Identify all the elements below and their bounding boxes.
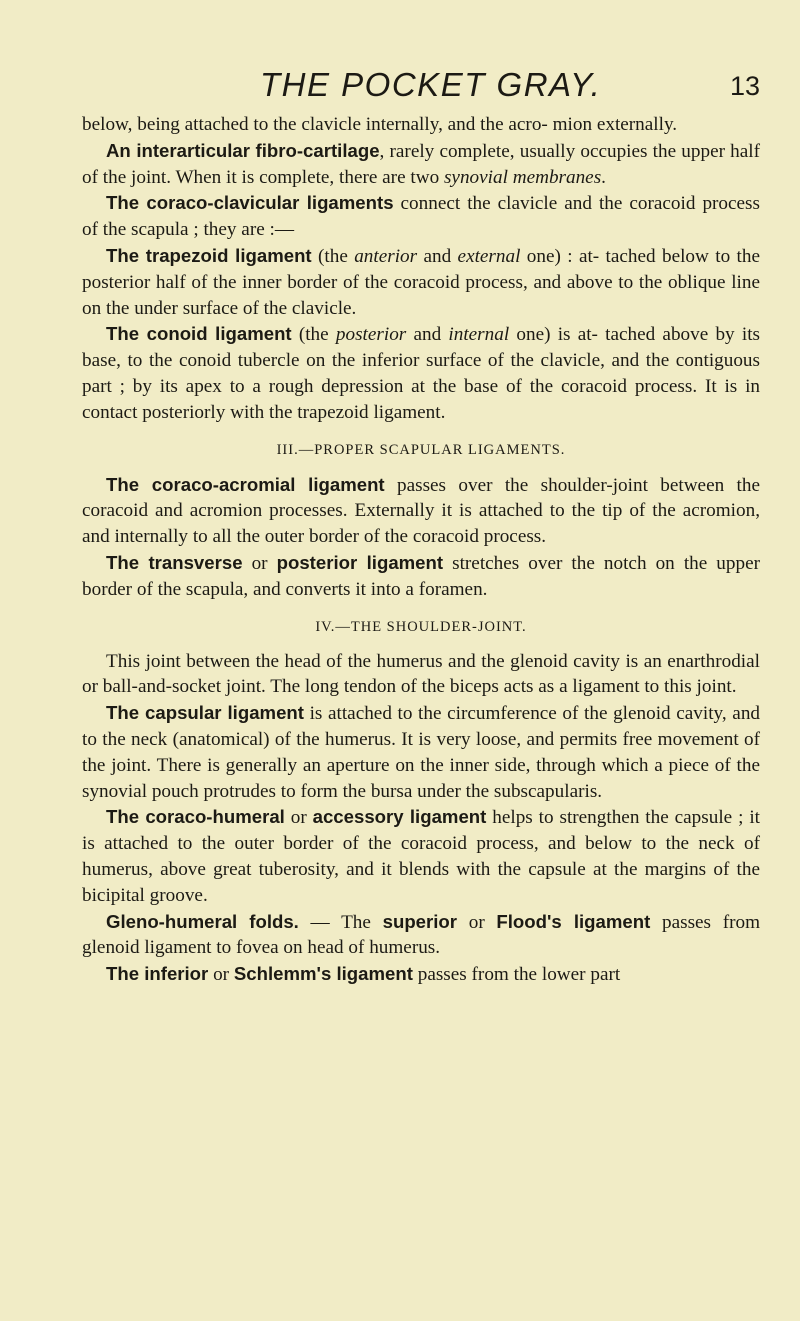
term-accessory-ligament: accessory ligament xyxy=(312,806,487,828)
term-inferior: The inferior xyxy=(106,963,209,985)
term-interarticular-fibro-cartilage: An interarticular fibro-cartilage xyxy=(106,139,380,161)
paragraph-text: (the xyxy=(311,245,355,267)
running-head xyxy=(82,0,760,112)
paragraph-transverse-ligament xyxy=(82,550,760,603)
paragraph-text: and xyxy=(406,324,449,346)
paragraph-text: passes from glenoid ligament to fovea on head of humerus. xyxy=(82,911,761,959)
term-capsular-ligament: The capsular ligament xyxy=(106,702,304,724)
italic-anterior: anterior xyxy=(354,245,418,267)
paragraph-text: — The xyxy=(298,911,383,933)
paragraph-text: stretches over the notch on the upper border of the scapula, and converts it into a foramen. xyxy=(82,552,760,600)
paragraph-text: and xyxy=(417,245,458,267)
paragraph-gleno-humeral-folds xyxy=(82,909,760,962)
paragraph-text: one) : at- tached below to the posterior half of the inner border of the coracoid process, and above to the oblique line on the under surface of the clavicle. xyxy=(82,245,760,319)
paragraph-text: is attached to the circumference of the glenoid cavity, and to the neck (anatomical) of the humerus. It is very loose, and permits free movement of the joint. There is generally an aperture on the inner side, through which a piece of the synovial pouch protrudes to form the bursa under the subscapularis. xyxy=(82,703,761,802)
paragraph-text: connect the clavicle and the coracoid process of the scapula ; they are :— xyxy=(82,193,760,241)
paragraph-text: or xyxy=(284,807,313,829)
paragraph-text: . xyxy=(601,166,606,188)
paragraph-coraco-clavicular-ligaments xyxy=(82,190,760,243)
paragraph-text: or xyxy=(242,552,277,574)
term-transverse: The transverse xyxy=(106,551,243,573)
italic-posterior: posterior xyxy=(335,324,407,346)
term-coraco-acromial-ligament: The coraco-acromial ligament xyxy=(106,473,385,495)
paragraph-coraco-humeral-ligament xyxy=(82,804,760,908)
term-trapezoid-ligament: The trapezoid ligament xyxy=(106,244,312,266)
term-posterior-ligament: posterior ligament xyxy=(276,551,444,573)
term-coraco-clavicular-ligaments: The coraco-clavicular ligaments xyxy=(106,192,394,214)
paragraph-text: passes over the shoulder-joint between the coracoid and acromion processes. Externally it is attached to the tip of the acromion, and internally to all the outer border of the coracoid process. xyxy=(82,474,760,548)
paragraph-text: , rarely complete, usually occupies the upper half of the joint. When it is complete, there are two xyxy=(82,140,760,188)
paragraph-text: passes from the lower part xyxy=(412,964,621,986)
italic-external: external xyxy=(457,245,521,267)
paragraph-text: or xyxy=(457,911,497,933)
paragraph-conoid-ligament xyxy=(82,321,760,425)
italic-internal: internal xyxy=(448,324,510,346)
paragraph-interarticular-fibro-cartilage xyxy=(82,138,760,191)
term-coraco-humeral: The coraco-humeral xyxy=(106,806,285,828)
paragraph-coraco-acromial-ligament xyxy=(82,472,760,550)
term-floods-ligament: Flood's ligament xyxy=(496,910,651,932)
paragraph-acromion-continuation: below, being attached to the clavicle internally, and the acro- mion externally. xyxy=(82,114,678,135)
paragraph-capsular-ligament xyxy=(82,700,760,804)
page-number: 13 xyxy=(729,71,760,101)
term-superior: superior xyxy=(382,910,458,932)
paragraph-inferior-ligament xyxy=(82,961,760,988)
paragraph-text: helps to strengthen the capsule ; it is attached to the outer border of the coracoid process, and below to the neck of humerus, above great tuberosity, and it blends with the capsule at the margins of the bicipital groove. xyxy=(82,807,760,906)
term-conoid-ligament: The conoid ligament xyxy=(106,323,292,345)
section-heading-proper-scapular-ligaments: III.—PROPER SCAPULAR LIGAMENTS. xyxy=(276,441,566,458)
italic-synovial-membranes: synovial membranes xyxy=(443,166,602,188)
section-heading-shoulder-joint: IV.—THE SHOULDER-JOINT. xyxy=(315,618,527,635)
paragraph-text: (the xyxy=(291,324,336,346)
paragraph-text: or xyxy=(208,964,234,986)
paragraph-text: one) is at- tached above by its base, to the conoid tubercle on the inferior surface of the clavicle, and the contiguous part ; by its apex to a rough depression at the base of the coracoid process. It is in contact posteriorly with the trapezoid ligament. xyxy=(82,324,760,423)
body-text xyxy=(82,112,760,988)
term-gleno-humeral-folds: Gleno-humeral folds. xyxy=(106,910,299,932)
term-schlemms-ligament: Schlemm's ligament xyxy=(233,963,413,985)
paragraph-trapezoid-ligament xyxy=(82,243,760,321)
running-title: THE POCKET GRAY. xyxy=(260,66,602,103)
paragraph-shoulder-joint-intro: This joint between the head of the humerus and the glenoid cavity is an enarthrodial or ball-and-socket joint. The long tendon of the biceps acts as a ligament to this joint. xyxy=(82,650,760,698)
